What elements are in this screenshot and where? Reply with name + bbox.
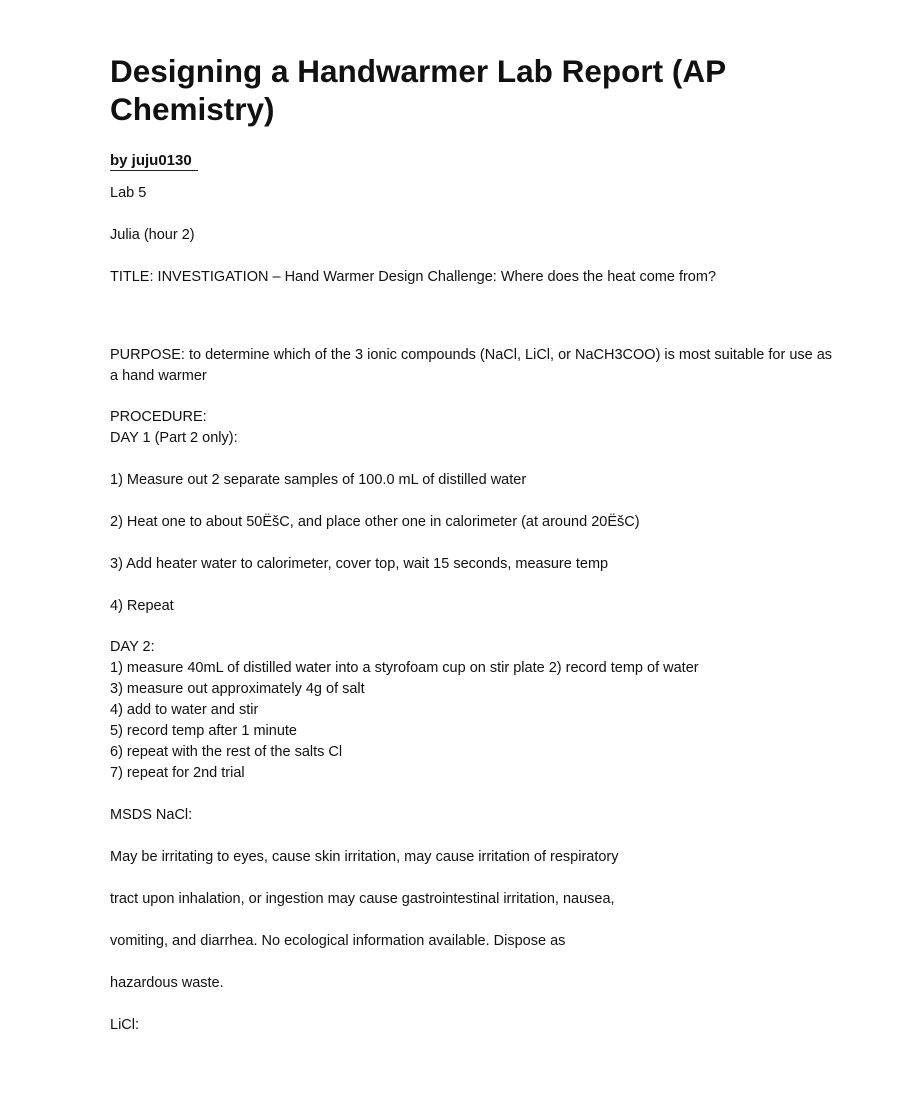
- purpose-paragraph: PURPOSE: to determine which of the 3 ionic compounds (NaCl, LiCl, or NaCH3COO) is most suitable for use as a hand warmer: [110, 347, 833, 384]
- author-link[interactable]: by juju0130: [110, 152, 198, 171]
- licl-heading: LiCl:: [110, 1017, 140, 1033]
- student-name: Julia (hour 2): [110, 227, 195, 243]
- day1-step: 4) Repeat: [110, 598, 174, 614]
- day2-step: 5) record temp after 1 minute: [110, 723, 297, 739]
- day2-step: 4) add to water and stir: [110, 702, 259, 718]
- day1-step: 3) Add heater water to calorimeter, cover top, wait 15 seconds, measure temp: [110, 556, 609, 572]
- author-block: [110, 152, 840, 178]
- procedure-heading: PROCEDURE:: [110, 409, 207, 425]
- report-title-line: TITLE: INVESTIGATION – Hand Warmer Design Challenge: Where does the heat come from?: [110, 269, 717, 285]
- day1-heading: DAY 1 (Part 2 only):: [110, 430, 238, 446]
- document-title: Designing a Handwarmer Lab Report (AP Chemistry): [110, 53, 726, 127]
- day2-step: 3) measure out approximately 4g of salt: [110, 681, 365, 697]
- document-content: [110, 52, 840, 1036]
- msds-nacl-line: vomiting, and diarrhea. No ecological information available. Dispose as: [110, 933, 566, 949]
- day2-step: 7) repeat for 2nd trial: [110, 765, 245, 781]
- msds-nacl-line: tract upon inhalation, or ingestion may cause gastrointestinal irritation, nausea,: [110, 891, 615, 907]
- day2-heading: DAY 2:: [110, 639, 155, 655]
- day1-step: 2) Heat one to about 50ËšC, and place other one in calorimeter (at around 20ËšC): [110, 514, 640, 530]
- msds-nacl-line: May be irritating to eyes, cause skin irritation, may cause irritation of respiratory: [110, 849, 619, 865]
- day2-step: 6) repeat with the rest of the salts Cl: [110, 744, 343, 760]
- lab-number: Lab 5: [110, 185, 147, 201]
- day1-step: 1) Measure out 2 separate samples of 100.0 mL of distilled water: [110, 472, 527, 488]
- msds-nacl-line: hazardous waste.: [110, 975, 224, 991]
- day2-step: 1) measure 40mL of distilled water into a styrofoam cup on stir plate 2) record temp of water: [110, 660, 699, 676]
- msds-nacl-heading: MSDS NaCl:: [110, 807, 193, 823]
